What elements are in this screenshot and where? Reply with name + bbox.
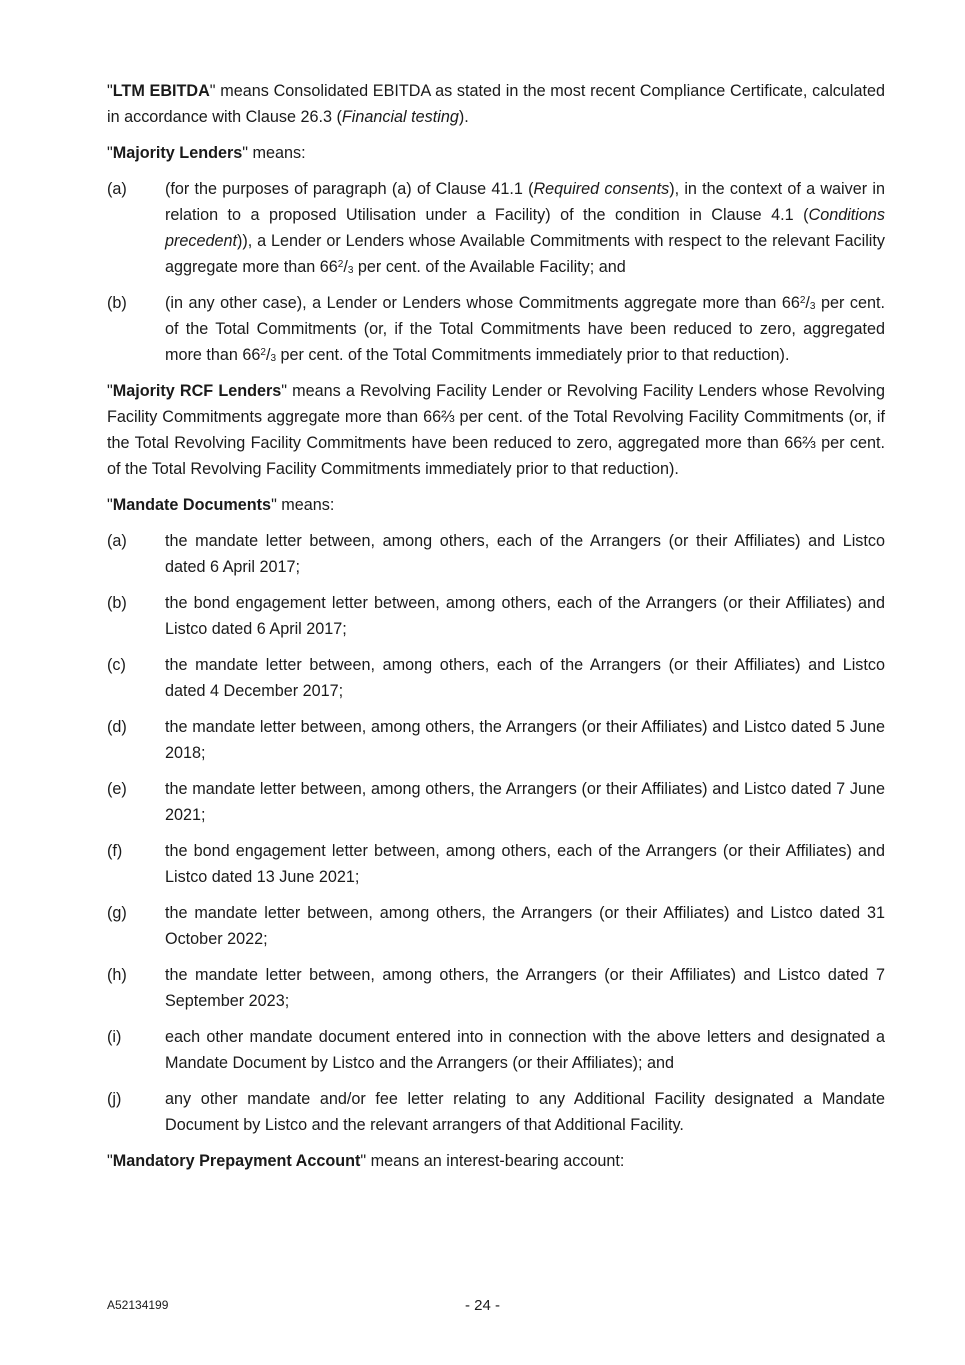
defined-term: Majority Lenders bbox=[112, 144, 243, 162]
definition-mandate-documents: "Mandate Documents" means: bbox=[107, 496, 335, 514]
list-item bbox=[107, 590, 885, 642]
list-item bbox=[107, 962, 885, 1014]
list-text: the mandate letter between, among others, the Arrangers (or their Affiliates) and Listco dated 31 October 2022; bbox=[165, 904, 885, 948]
list-label: (b) bbox=[107, 594, 127, 612]
list-label: (a) bbox=[107, 180, 127, 198]
list-label: (a) bbox=[107, 532, 127, 550]
list-item bbox=[107, 652, 885, 704]
list-label: (d) bbox=[107, 718, 127, 736]
list-label: (i) bbox=[107, 1028, 122, 1046]
list-text: the mandate letter between, among others, each of the Arrangers (or their Affiliates) and Listco dated 4 December 2017; bbox=[165, 656, 885, 700]
defined-term: Mandate Documents bbox=[112, 496, 272, 514]
list-text: (for the purposes of paragraph (a) of Clause 41.1 (Required consents), in the context of a waiver in relation to a proposed Utilisation under a Facility) of the condition in Clause 4.1 (Conditions precedent)), a Lender or Lenders whose Available Commitments with respect to the relevant Facility aggregate more than $66^2/_3$ per cent. of the Available Facility; and bbox=[165, 180, 885, 276]
defined-term: Mandatory Prepayment Account bbox=[112, 1152, 361, 1170]
page-number: - 24 - bbox=[464, 1297, 500, 1314]
definition-majority-rcf-lenders: "Majority RCF Lenders" means a Revolving Facility Lender or Revolving Facility Lenders whose Revolving Facility Commitments aggregate more than 66⅔ per cent. of the Total Revolving Facility Commitments (or, if the Total Revolving Facility Commitments have been reduced to zero, aggregated more than 66⅔ per cent. of the Total Revolving Facility Commitments immediately prior to that reduction). bbox=[107, 382, 885, 478]
document-body bbox=[107, 78, 885, 1184]
list-item bbox=[107, 290, 885, 368]
document-reference: A52134199 bbox=[107, 1298, 169, 1312]
list-text: the bond engagement letter between, among others, each of the Arrangers (or their Affiliates) and Listco dated 6 April 2017; bbox=[165, 594, 885, 638]
list-text: (in any other case), a Lender or Lenders whose Commitments aggregate more than $66^2/_3$ per cent. of the Total Commitments (or, if the Total Commitments have been reduced to zero, aggregated more than $66^2/_3$ per cent. of the Total Commitments immediately prior to that reduction). bbox=[165, 294, 885, 364]
list-label: (h) bbox=[107, 966, 127, 984]
list-item bbox=[107, 176, 885, 280]
list-item bbox=[107, 776, 885, 828]
list-text: the mandate letter between, among others, the Arrangers (or their Affiliates) and Listco dated 5 June 2018; bbox=[165, 718, 885, 762]
list-item bbox=[107, 528, 885, 580]
list-label: (b) bbox=[107, 294, 127, 312]
list-text: the bond engagement letter between, among others, each of the Arrangers (or their Affiliates) and Listco dated 13 June 2021; bbox=[165, 842, 885, 886]
definition-ltm-ebitda: "LTM EBITDA" means Consolidated EBITDA as stated in the most recent Compliance Certificate, calculated in accordance with Clause 26.3 (Financial testing). bbox=[107, 82, 886, 126]
list-item bbox=[107, 1086, 885, 1138]
defined-term: LTM EBITDA bbox=[112, 82, 210, 100]
list-label: (e) bbox=[107, 780, 127, 798]
defined-term: Majority RCF Lenders bbox=[112, 382, 282, 400]
list-label: (c) bbox=[107, 656, 126, 674]
list-text: the mandate letter between, among others, the Arrangers (or their Affiliates) and Listco dated 7 June 2021; bbox=[165, 780, 885, 824]
definition-majority-lenders: "Majority Lenders" means: bbox=[107, 144, 306, 162]
list-label: (g) bbox=[107, 904, 127, 922]
list-text: the mandate letter between, among others, the Arrangers (or their Affiliates) and Listco dated 7 September 2023; bbox=[165, 966, 885, 1010]
definition-mandatory-prepayment-account: "Mandatory Prepayment Account" means an interest-bearing account: bbox=[107, 1152, 625, 1170]
list-item bbox=[107, 1024, 885, 1076]
list-label: (j) bbox=[107, 1090, 122, 1108]
list-text: any other mandate and/or fee letter relating to any Additional Facility designated a Mandate Document by Listco and the relevant arrangers of that Additional Facility. bbox=[165, 1090, 885, 1134]
list-item bbox=[107, 714, 885, 766]
list-item bbox=[107, 838, 885, 890]
list-text: the mandate letter between, among others, each of the Arrangers (or their Affiliates) and Listco dated 6 April 2017; bbox=[165, 532, 885, 576]
list-label: (f) bbox=[107, 842, 123, 860]
list-item bbox=[107, 900, 885, 952]
list-text: each other mandate document entered into in connection with the above letters and designated a Mandate Document by Listco and the Arrangers (or their Affiliates); and bbox=[165, 1028, 885, 1072]
